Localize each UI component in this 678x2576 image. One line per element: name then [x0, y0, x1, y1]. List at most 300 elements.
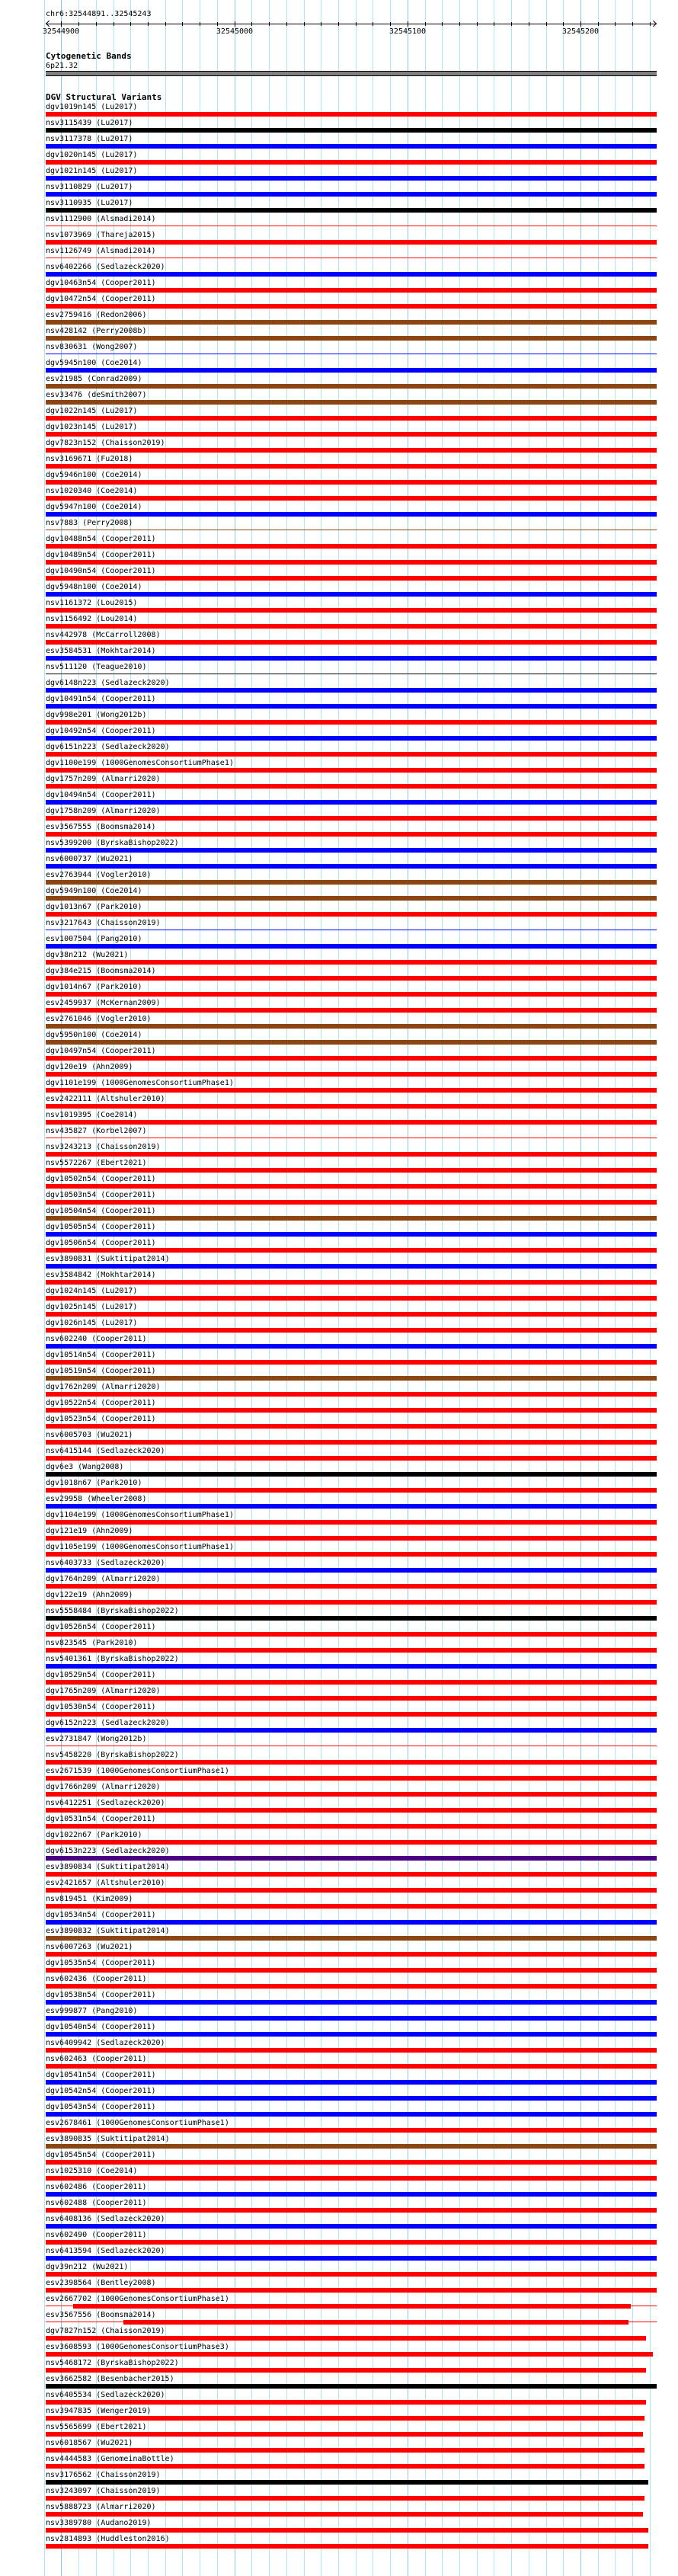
variant-label[interactable] [46, 1383, 161, 1392]
variant-bar[interactable] [46, 560, 657, 565]
variant-label[interactable] [46, 279, 156, 288]
variant-label[interactable] [46, 375, 142, 384]
variant-label[interactable] [46, 2215, 165, 2224]
variant-label[interactable] [46, 535, 156, 544]
variant-bar[interactable] [46, 1840, 657, 1845]
variant-label[interactable] [46, 407, 137, 416]
variant-label[interactable] [46, 2503, 156, 2512]
variant-bar[interactable] [46, 1856, 657, 1861]
variant-bar[interactable] [46, 2336, 646, 2341]
variant-bar[interactable] [46, 1472, 657, 1477]
variant-bar[interactable] [46, 656, 657, 661]
variant-label[interactable] [46, 1511, 234, 1520]
variant-bar[interactable] [46, 2368, 646, 2373]
variant-bar[interactable] [46, 1360, 657, 1365]
variant-label[interactable] [46, 327, 146, 336]
variant-label[interactable] [46, 2247, 165, 2256]
variant-label[interactable] [46, 823, 156, 832]
variant-label[interactable] [46, 2471, 161, 2480]
variant-label[interactable] [46, 1031, 142, 1040]
variant-label[interactable] [46, 2167, 137, 2176]
variant-label[interactable] [46, 1399, 156, 1408]
variant-label[interactable] [46, 1607, 179, 1616]
variant-label[interactable] [46, 1527, 133, 1536]
variant-bar[interactable] [46, 1120, 657, 1125]
variant-bar[interactable] [46, 288, 657, 293]
variant-bar[interactable] [46, 160, 657, 165]
variant-label[interactable] [46, 903, 142, 912]
variant-bar[interactable] [46, 1008, 657, 1013]
variant-label[interactable] [46, 615, 137, 624]
variant-bar[interactable] [46, 944, 657, 949]
variant-bar[interactable] [46, 2176, 657, 2181]
variant-label[interactable] [46, 1959, 156, 1968]
variant-label[interactable] [46, 999, 161, 1008]
variant-label[interactable] [46, 791, 156, 800]
variant-bar[interactable] [73, 2304, 631, 2309]
variant-label[interactable] [46, 695, 156, 704]
variant-label[interactable] [46, 1559, 165, 1568]
variant-bar[interactable] [46, 784, 657, 789]
variant-label[interactable] [46, 199, 133, 208]
variant-label[interactable] [46, 2135, 170, 2144]
variant-label[interactable] [46, 775, 161, 784]
variant-label[interactable] [46, 1703, 156, 1712]
variant-bar[interactable] [46, 1632, 657, 1637]
variant-bar[interactable] [46, 864, 657, 869]
variant-bar[interactable] [46, 1456, 657, 1461]
variant-bar[interactable] [46, 608, 657, 613]
variant-bar[interactable] [46, 1056, 657, 1061]
variant-bar[interactable] [46, 640, 657, 645]
variant-label[interactable] [46, 1687, 161, 1696]
variant-label[interactable] [46, 2279, 156, 2288]
variant-label[interactable] [46, 1127, 146, 1136]
variant-label[interactable] [46, 1111, 137, 1120]
variant-label[interactable] [46, 2391, 165, 2400]
variant-label[interactable] [46, 1431, 133, 1440]
variant-label[interactable] [46, 1223, 156, 1232]
variant-bar[interactable] [46, 2080, 657, 2085]
variant-bar[interactable] [46, 544, 657, 549]
variant-label[interactable] [46, 1319, 137, 1328]
variant-bar[interactable] [46, 1408, 657, 1413]
variant-label[interactable] [46, 1591, 133, 1600]
variant-bar[interactable] [46, 688, 657, 693]
variant-label[interactable] [46, 2023, 156, 2032]
variant-bar[interactable] [46, 2288, 657, 2293]
variant-label[interactable] [46, 1255, 170, 1264]
variant-bar[interactable] [46, 1568, 657, 1573]
variant-bar[interactable] [46, 1232, 657, 1237]
variant-label[interactable] [46, 423, 137, 432]
variant-label[interactable] [46, 1783, 161, 1792]
variant-bar[interactable] [46, 304, 657, 309]
variant-label[interactable] [46, 1623, 156, 1632]
variant-bar[interactable] [46, 1040, 657, 1045]
variant-bar[interactable] [46, 1184, 657, 1189]
variant-label[interactable] [46, 1079, 234, 1088]
variant-bar[interactable] [46, 2064, 657, 2069]
variant-label[interactable] [46, 1847, 170, 1856]
variant-bar[interactable] [46, 736, 657, 741]
variant-bar[interactable] [46, 2128, 657, 2133]
variant-bar[interactable] [46, 2224, 657, 2229]
variant-bar[interactable] [46, 336, 657, 341]
variant-bar[interactable] [46, 704, 657, 709]
variant-bar[interactable] [46, 2000, 657, 2005]
variant-bar[interactable] [46, 2096, 657, 2101]
variant-bar[interactable] [46, 1424, 657, 1429]
variant-label[interactable] [46, 967, 156, 976]
variant-bar[interactable] [46, 1072, 657, 1077]
variant-label[interactable] [46, 119, 133, 128]
variant-bar[interactable] [46, 1648, 657, 1653]
variant-bar[interactable] [46, 1344, 657, 1349]
variant-label[interactable] [46, 2455, 174, 2464]
variant-bar[interactable] [46, 144, 657, 149]
variant-label[interactable] [46, 1063, 133, 1072]
variant-label[interactable] [46, 711, 146, 720]
variant-label[interactable] [46, 647, 156, 656]
variant-bar[interactable] [46, 1104, 657, 1109]
variant-label[interactable] [46, 855, 133, 864]
variant-bar[interactable] [46, 592, 657, 597]
variant-bar[interactable] [46, 960, 657, 965]
variant-label[interactable] [46, 1799, 165, 1808]
variant-label[interactable] [46, 1271, 156, 1280]
variant-label[interactable] [46, 2119, 229, 2128]
variant-bar[interactable] [46, 2208, 657, 2213]
variant-label[interactable] [46, 359, 142, 368]
variant-label[interactable] [46, 2295, 229, 2304]
cytoband-bar[interactable] [46, 71, 657, 76]
variant-label[interactable] [46, 1495, 146, 1504]
variant-bar[interactable] [46, 1616, 657, 1621]
variant-bar[interactable] [46, 1952, 657, 1957]
variant-label[interactable] [46, 1447, 165, 1456]
variant-bar[interactable] [46, 720, 657, 725]
variant-bar[interactable] [123, 2320, 628, 2325]
variant-bar[interactable] [46, 752, 657, 757]
variant-label[interactable] [46, 1815, 156, 1824]
variant-bar[interactable] [46, 512, 657, 517]
variant-label[interactable] [46, 2007, 137, 2016]
variant-label[interactable] [46, 663, 146, 672]
variant-bar[interactable] [46, 1904, 657, 1909]
variant-label[interactable] [46, 1863, 170, 1872]
variant-label[interactable] [46, 455, 133, 464]
variant-label[interactable] [46, 1735, 146, 1744]
variant-label[interactable] [46, 1159, 146, 1168]
variant-bar[interactable] [46, 2432, 643, 2437]
variant-bar[interactable] [46, 2048, 657, 2053]
variant-label[interactable] [46, 2487, 161, 2496]
variant-bar[interactable] [46, 496, 657, 501]
variant-label[interactable] [46, 2423, 146, 2432]
variant-label[interactable] [46, 2343, 229, 2352]
variant-bar[interactable] [46, 1520, 657, 1525]
variant-label[interactable] [46, 1831, 142, 1840]
variant-bar[interactable] [46, 192, 657, 197]
variant-label[interactable] [46, 1191, 156, 1200]
variant-label[interactable] [46, 247, 156, 256]
variant-bar[interactable] [46, 1264, 657, 1269]
variant-label[interactable] [46, 1415, 156, 1424]
variant-bar[interactable] [46, 848, 657, 853]
variant-bar[interactable] [46, 1552, 657, 1557]
variant-bar[interactable] [46, 2464, 644, 2469]
variant-bar[interactable] [46, 1808, 657, 1813]
variant-label[interactable] [46, 2199, 146, 2208]
variant-bar[interactable] [46, 816, 657, 821]
variant-bar[interactable] [46, 2448, 644, 2453]
variant-bar[interactable] [46, 2544, 648, 2549]
variant-label[interactable] [46, 183, 133, 192]
variant-label[interactable] [46, 551, 156, 560]
variant-bar[interactable] [46, 992, 657, 997]
variant-label[interactable] [46, 1719, 170, 1728]
variant-label[interactable] [46, 103, 137, 112]
variant-bar[interactable] [46, 1296, 657, 1301]
variant-label[interactable] [46, 2087, 156, 2096]
variant-bar[interactable] [46, 1600, 657, 1605]
variant-bar[interactable] [46, 432, 657, 437]
variant-bar[interactable] [46, 1168, 657, 1173]
variant-label[interactable] [46, 1239, 156, 1248]
variant-bar[interactable] [46, 1584, 657, 1589]
variant-label[interactable] [46, 151, 137, 160]
variant-bar[interactable] [46, 768, 657, 773]
variant-bar[interactable] [46, 320, 657, 325]
variant-bar[interactable] [46, 1312, 657, 1317]
variant-bar[interactable] [46, 576, 657, 581]
variant-bar[interactable] [46, 448, 657, 453]
variant-bar[interactable] [46, 1984, 657, 1989]
variant-label[interactable] [46, 2151, 156, 2160]
variant-label[interactable] [46, 343, 137, 352]
variant-label[interactable] [46, 1927, 170, 1936]
variant-bar[interactable] [46, 1776, 657, 1781]
variant-bar[interactable] [46, 1392, 657, 1397]
variant-label[interactable] [46, 295, 156, 304]
variant-bar[interactable] [46, 2528, 648, 2533]
variant-label[interactable] [46, 2407, 152, 2416]
variant-label[interactable] [46, 679, 170, 688]
variant-bar[interactable] [46, 400, 657, 405]
variant-bar[interactable] [46, 1920, 657, 1925]
variant-bar[interactable] [46, 1728, 657, 1733]
variant-label[interactable] [46, 631, 161, 640]
variant-label[interactable] [46, 1575, 161, 1584]
variant-bar[interactable] [46, 2496, 644, 2501]
variant-label[interactable] [46, 439, 165, 448]
variant-label[interactable] [46, 1767, 229, 1776]
variant-label[interactable] [46, 487, 137, 496]
variant-label[interactable] [46, 2039, 165, 2048]
variant-label[interactable] [46, 1207, 156, 1216]
variant-bar[interactable] [46, 1712, 657, 1717]
variant-bar[interactable] [46, 832, 657, 837]
variant-label[interactable] [46, 471, 142, 480]
variant-bar[interactable] [46, 1248, 657, 1253]
variant-bar[interactable] [46, 1792, 657, 1797]
variant-label[interactable] [46, 1975, 146, 1984]
variant-bar[interactable] [46, 2512, 643, 2517]
variant-label[interactable] [46, 2439, 133, 2448]
variant-bar[interactable] [46, 1504, 657, 1509]
variant-bar[interactable] [46, 1936, 657, 1941]
variant-bar[interactable] [46, 2192, 657, 2197]
variant-label[interactable] [46, 1895, 133, 1904]
variant-label[interactable] [46, 2311, 156, 2320]
variant-label[interactable] [46, 2071, 156, 2080]
variant-label[interactable] [46, 1367, 156, 1376]
variant-bar[interactable] [46, 2032, 657, 2037]
variant-label[interactable] [46, 567, 156, 576]
variant-bar[interactable] [46, 1088, 657, 1093]
variant-label[interactable] [46, 1655, 179, 1664]
variant-label[interactable] [46, 935, 142, 944]
variant-bar[interactable] [46, 1152, 657, 1157]
variant-bar[interactable] [46, 1664, 657, 1669]
variant-label[interactable] [46, 231, 156, 240]
variant-bar[interactable] [46, 2384, 657, 2389]
variant-bar[interactable] [46, 1328, 657, 1333]
variant-label[interactable] [46, 1463, 123, 1472]
variant-bar[interactable] [46, 208, 657, 213]
variant-label[interactable] [46, 2103, 156, 2112]
variant-label[interactable] [46, 1543, 234, 1552]
variant-label[interactable] [46, 2519, 152, 2528]
variant-label[interactable] [46, 215, 156, 224]
variant-label[interactable] [46, 983, 142, 992]
variant-bar[interactable] [46, 1440, 657, 1445]
variant-label[interactable] [46, 1943, 133, 1952]
variant-bar[interactable] [46, 1024, 657, 1029]
variant-label[interactable] [46, 871, 152, 880]
variant-label[interactable] [46, 951, 128, 960]
variant-label[interactable] [46, 311, 146, 320]
variant-label[interactable] [46, 1671, 156, 1680]
variant-bar[interactable] [46, 2400, 646, 2405]
variant-bar[interactable] [46, 1968, 657, 1973]
variant-label[interactable] [46, 2359, 179, 2368]
variant-bar[interactable] [46, 1872, 657, 1877]
variant-label[interactable] [46, 1303, 137, 1312]
variant-bar[interactable] [46, 2256, 657, 2261]
variant-bar[interactable] [46, 240, 657, 245]
variant-label[interactable] [46, 1351, 156, 1360]
variant-bar[interactable] [46, 1536, 657, 1541]
variant-label[interactable] [46, 1095, 165, 1104]
variant-bar[interactable] [46, 1680, 657, 1685]
variant-label[interactable] [46, 919, 161, 928]
variant-bar[interactable] [46, 624, 657, 629]
variant-label[interactable] [46, 2183, 146, 2192]
variant-label[interactable] [46, 263, 165, 272]
variant-label[interactable] [46, 1335, 146, 1344]
variant-label[interactable] [46, 2535, 170, 2544]
variant-label[interactable] [46, 1879, 165, 1888]
variant-bar[interactable] [46, 368, 657, 373]
variant-bar[interactable] [46, 896, 657, 901]
variant-bar[interactable] [46, 912, 657, 917]
variant-label[interactable] [46, 2231, 146, 2240]
variant-label[interactable] [46, 135, 133, 144]
variant-bar[interactable] [46, 1888, 657, 1893]
variant-label[interactable] [46, 1015, 152, 1024]
variant-label[interactable] [46, 2055, 146, 2064]
variant-bar[interactable] [46, 2272, 657, 2277]
variant-label[interactable] [46, 1047, 156, 1056]
variant-label[interactable] [46, 1751, 179, 1760]
variant-label[interactable] [46, 1175, 156, 1184]
variant-bar[interactable] [46, 800, 657, 805]
variant-label[interactable] [46, 743, 170, 752]
variant-bar[interactable] [46, 2352, 653, 2357]
variant-bar[interactable] [46, 1280, 657, 1285]
variant-bar[interactable] [46, 1760, 657, 1765]
variant-bar[interactable] [46, 272, 657, 277]
variant-bar[interactable] [46, 1376, 657, 1381]
variant-label[interactable] [46, 759, 234, 768]
variant-label[interactable] [46, 391, 146, 400]
variant-label[interactable] [46, 2327, 165, 2336]
variant-label[interactable] [46, 1991, 156, 2000]
variant-label[interactable] [46, 887, 142, 896]
variant-bar[interactable] [46, 976, 657, 981]
variant-label[interactable] [46, 599, 137, 608]
variant-label[interactable] [46, 519, 133, 528]
variant-label[interactable] [46, 807, 161, 816]
variant-label[interactable] [46, 2375, 174, 2384]
variant-bar[interactable] [46, 2160, 657, 2165]
variant-bar[interactable] [46, 2240, 657, 2245]
variant-bar[interactable] [46, 128, 657, 133]
variant-bar[interactable] [46, 1824, 657, 1829]
variant-label[interactable] [46, 583, 142, 592]
variant-bar[interactable] [46, 112, 657, 117]
variant-label[interactable] [46, 727, 156, 736]
variant-bar[interactable] [46, 480, 657, 485]
variant-label[interactable] [46, 839, 179, 848]
variant-label[interactable] [46, 1287, 137, 1296]
variant-bar[interactable] [46, 1200, 657, 1205]
variant-label[interactable] [46, 167, 137, 176]
variant-bar[interactable] [46, 2112, 657, 2117]
variant-bar[interactable] [46, 1696, 657, 1701]
variant-bar[interactable] [46, 384, 657, 389]
variant-bar[interactable] [46, 2144, 657, 2149]
variant-label[interactable] [46, 1911, 156, 1920]
variant-bar[interactable] [46, 2480, 648, 2485]
variant-label[interactable] [46, 503, 142, 512]
variant-bar[interactable] [46, 2016, 657, 2021]
variant-bar[interactable] [46, 176, 657, 181]
variant-bar[interactable] [46, 416, 657, 421]
variant-label[interactable] [46, 2263, 128, 2272]
variant-label[interactable] [46, 1143, 161, 1152]
variant-bar[interactable] [46, 880, 657, 885]
variant-bar[interactable] [46, 1488, 657, 1493]
variant-id: dgv1758n209 [46, 807, 97, 815]
variant-bar[interactable] [46, 2416, 644, 2421]
variant-bar[interactable] [46, 464, 657, 469]
variant-bar[interactable] [46, 1216, 657, 1221]
variant-label[interactable] [46, 1639, 137, 1648]
variant-label[interactable] [46, 1479, 142, 1488]
